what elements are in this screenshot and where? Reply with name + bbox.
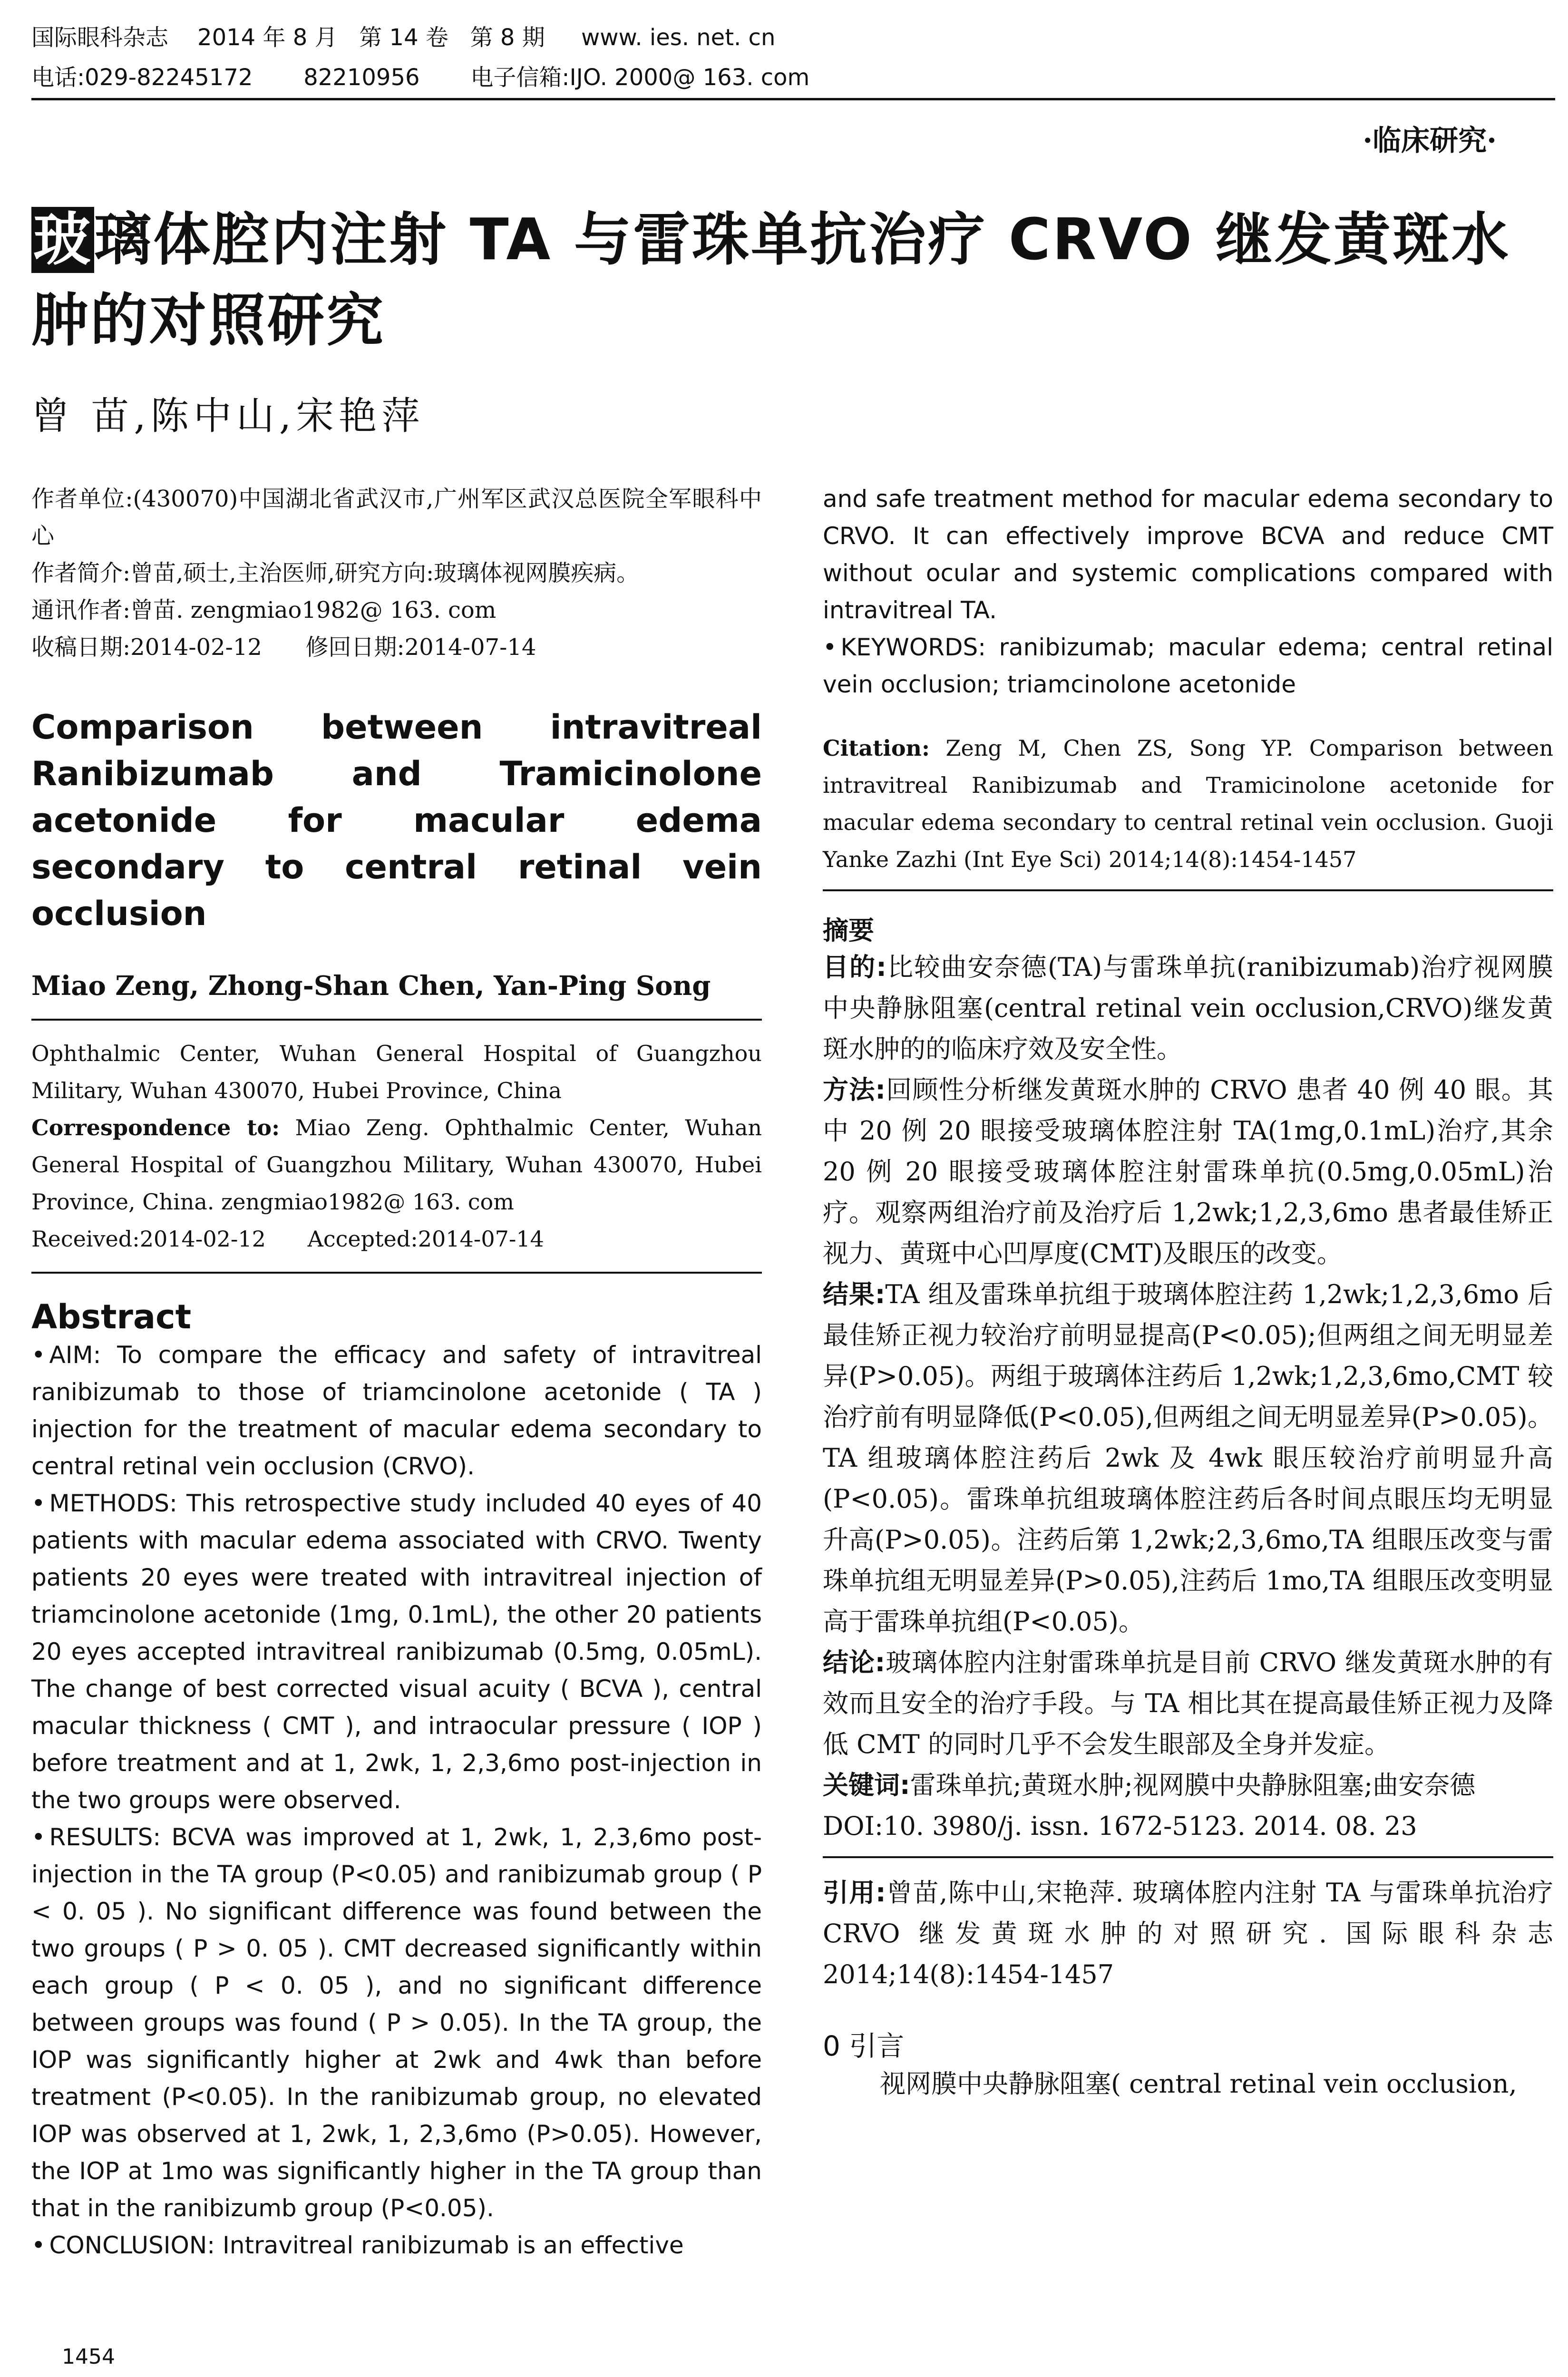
zh-citation (823, 1872, 1553, 1995)
zh-citation-label: 引用: (823, 1878, 886, 1908)
abstract-conclusion-part2: and safe treatment method for macular edema secondary to CRVO. It can effectively improve BCVA and reduce CMT without ocular and systemic complications compared with intravitreal TA. (823, 485, 1553, 624)
abstract-keywords: • KEYWORDS: ranibizumab; macular edema; central retinal vein occlusion; triamcinolone acetonide (823, 629, 1553, 703)
abstract-results: • RESULTS: BCVA was improved at 1, 2wk, 1, 2,3,6mo post-injection in the TA group (P<0.05) and ranibizumab group ( P < 0. 05 ). No significant difference was found between the two groups ( P > 0. 05 ). CMT decreased significantly within each group ( P < 0. 05 ), and no significant difference between groups was found ( P > 0.05). In the TA group, the IOP was significantly higher at 2wk and 4wk than before treatment (P<0.05). In the ranibizumab group, no elevated IOP was observed at 1, 2wk, 1, 2,3,6mo (P>0.05). However, the IOP at 1mo was significantly higher in the TA group than that in the ranibizumb group (P<0.05). (31, 1819, 762, 2227)
intro-text: 视网膜中央静脉阻塞( central retinal vein occlusion, (880, 2069, 1517, 2099)
abstract-methods: • METHODS: This retrospective study included 40 eyes of 40 patients with macular edema associated with CRVO. Twenty patients 20 eyes were treated with intravitreal injection of triamcinolone acetonide (1mg, 0.1mL), the other 20 patients 20 eyes accepted intravitreal ranibizumab (0.5mg, 0.05mL). The change of best corrected visual acuity ( BCVA ), central macular thickness ( CMT ), and intraocular pressure ( IOP ) before treatment and at 1, 2wk, 1, 2,3,6mo post-injection in the two groups were observed. (31, 1485, 762, 1819)
title-first-char: 玻 (31, 207, 94, 273)
zh-aim-label: 目的: (823, 952, 886, 982)
intro-heading: 0 引言 (823, 2030, 905, 2062)
section-tag: ·临床研究· (1363, 124, 1497, 157)
zh-keywords (823, 1765, 1553, 1806)
citation-label: Citation: (823, 735, 930, 761)
zh-results-text: TA 组及雷珠单抗组于玻璃体腔注药 1,2wk;1,2,3,6mo 后最佳矫正视力较治疗前明显提高(P<0.05);但两组之间无明显差异(P>0.05)。两组于玻璃体注药后 1,2wk;1,2,3,6mo,CMT 较治疗前有明显降低(P<0.05),但两组之间无明显差异(P>0.05)。TA 组玻璃体腔注药后 2wk 及 4wk 眼压较治疗前明显升高(P<0.05)。雷珠单抗组玻璃体腔注药后各时间点眼压均无明显升高(P>0.05)。注药后第 1,2wk;2,3,6mo,TA 组眼压改变与雷珠单抗组无明显差异(P>0.05),注药后 1mo,TA 组眼压改变明显高于雷珠单抗组(P<0.05)。 (823, 1279, 1553, 1637)
correspondence-label: Correspondence to: (31, 1115, 280, 1140)
english-authors: Miao Zeng, Zhong-Shan Chen, Yan-Ping Song (31, 970, 711, 1002)
zh-methods-label: 方法: (823, 1075, 886, 1105)
abstract-heading: Abstract (31, 1297, 192, 1336)
zh-results-label: 结果: (823, 1279, 886, 1309)
left-column (31, 480, 762, 2264)
cn-author-bio: 作者简介:曾苗,硕士,主治医师,研究方向:玻璃体视网膜疾病。 (31, 560, 640, 586)
zh-aim-text: 比较曲安奈德(TA)与雷珠单抗(ranibizumab)治疗视网膜中央静脉阻塞(central retinal vein occlusion,CRVO)继发黄斑水肿的的临床疗效及安全性。 (823, 952, 1553, 1064)
citation-block (823, 730, 1553, 878)
zh-doi: DOI:10. 3980/j. issn. 1672-5123. 2014. 08. 23 (823, 1811, 1417, 1841)
zh-conclusion-label: 结论: (823, 1647, 886, 1677)
zh-results (823, 1274, 1553, 1642)
zh-conclusion (823, 1642, 1553, 1765)
paper-title (31, 200, 1553, 361)
journal-header-line1: 国际眼科杂志 2014 年 8 月 第 14 卷 第 8 期 www. ies. net. cn (31, 24, 776, 51)
zh-aim (823, 947, 1553, 1070)
zh-abstract-heading: 摘要 (823, 916, 874, 945)
zh-keywords-text: 雷珠单抗;黄斑水肿;视网膜中央静脉阻塞;曲安奈德 (910, 1770, 1476, 1800)
authors-cn: 曾 苗,陈中山,宋艳萍 (31, 394, 425, 438)
title-rest: 璃体腔内注射 TA 与雷珠单抗治疗 CRVO 继发黄斑水肿的对照研究 (31, 207, 1510, 354)
zh-citation-text: 曾苗,陈中山,宋艳萍. 玻璃体腔内注射 TA 与雷珠单抗治疗 CRVO 继发黄斑水肿的对照研究. 国际眼科杂志 2014;14(8):1454-1457 (823, 1878, 1553, 1989)
page-number: 1454 (62, 2345, 115, 2369)
cn-dates: 收稿日期:2014-02-12 修回日期:2014-07-14 (31, 634, 536, 661)
header-rule (31, 98, 1555, 100)
received-accepted: Received:2014-02-12 Accepted:2014-07-14 (31, 1226, 544, 1252)
zh-keywords-label: 关键词: (823, 1770, 910, 1800)
zh-conclusion-text: 玻璃体腔内注射雷珠单抗是目前 CRVO 继发黄斑水肿的有效而且安全的治疗手段。与 TA 相比其在提高最佳矫正视力及降低 CMT 的同时几乎不会发生眼部及全身并发症。 (823, 1647, 1553, 1759)
cn-affiliation: 作者单位:(430070)中国湖北省武汉市,广州军区武汉总医院全军眼科中心 (31, 486, 762, 549)
abstract-aim: • AIM: To compare the efficacy and safety of intravitreal ranibizumab to those of triamcinolone acetonide ( TA ) injection for the treatment of macular edema secondary to central retinal vein occlusion (CRVO). (31, 1336, 762, 1485)
cn-correspondence: 通讯作者:曾苗. zengmiao1982@ 163. com (31, 597, 497, 623)
journal-header-line2: 电话:029-82245172 82210956 电子信箱:IJO. 2000@ 163. com (31, 64, 810, 91)
correspondence-block (31, 1109, 762, 1220)
zh-methods-text: 回顾性分析继发黄斑水肿的 CRVO 患者 40 例 40 眼。其中 20 例 20 眼接受玻璃体腔注射 TA(1mg,0.1mL)治疗,其余 20 例 20 眼接受玻璃体腔注射雷珠单抗(0.5mg,0.05mL)治疗。观察两组治疗前及治疗后 1,2wk;1,2,3,6mo 患者最佳矫正视力、黄斑中心凹厚度(CMT)及眼压的改变。 (823, 1075, 1553, 1268)
abstract-conclusion-part1: • CONCLUSION: Intravitreal ranibizumab is an effective (31, 2227, 762, 2264)
citation-text: Zeng M, Chen ZS, Song YP. Comparison between intravitreal Ranibizumab and Tramicinolone acetonide for macular edema secondary to central retinal vein occlusion. Guoji Yanke Zazhi (Int Eye Sci) 2014;14(8):1454-1457 (823, 735, 1553, 872)
english-title: Comparison between intravitreal Ranibizumab and Tramicinolone acetonide for macular edema secondary to central retinal vein occlusion (31, 708, 762, 933)
zh-methods (823, 1070, 1553, 1274)
correspondence-text: Miao Zeng. Ophthalmic Center, Wuhan General Hospital of Guangzhou Military, Wuhan 430070, Hubei Province, China. zengmiao1982@ 163. com (31, 1115, 762, 1215)
right-column (823, 480, 1553, 2104)
english-affiliation: Ophthalmic Center, Wuhan General Hospital of Guangzhou Military, Wuhan 430070, Hubei Province, China (31, 1041, 762, 1103)
